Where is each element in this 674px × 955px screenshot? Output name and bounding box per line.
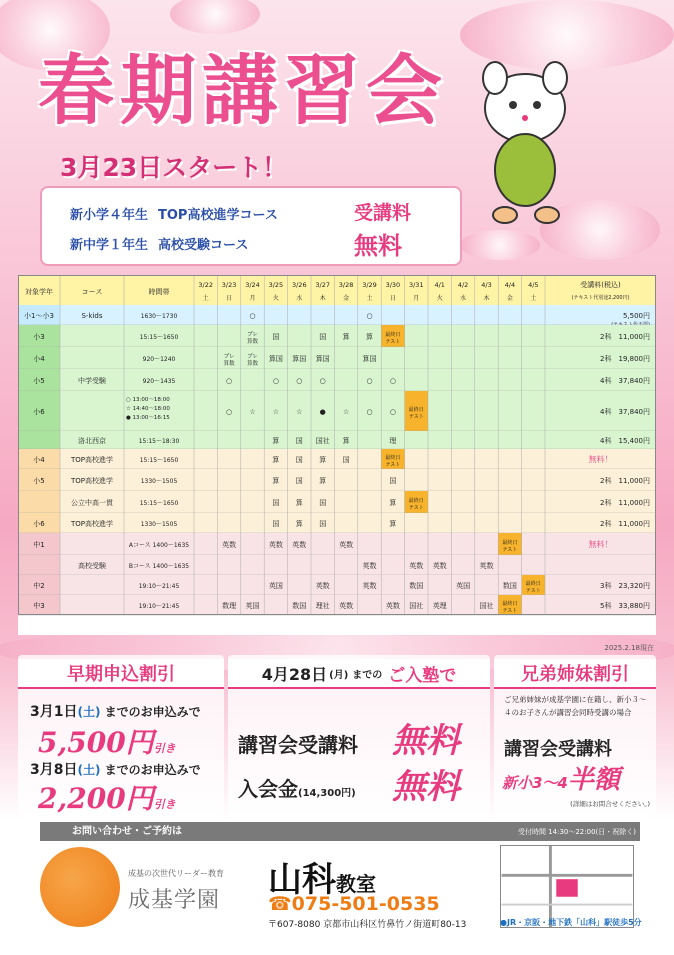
fee-value: 4科 15,400円: [600, 437, 650, 445]
table-row: [18, 513, 656, 533]
cell-label: 算数: [223, 361, 235, 367]
cell-label: 国: [319, 499, 327, 507]
fee-value: 2科 11,000円: [600, 477, 650, 485]
cell-label: ○: [366, 312, 373, 320]
cell-label: ○: [226, 408, 233, 416]
header-date: 4/5: [528, 281, 539, 289]
cell-label: 算数: [246, 361, 259, 367]
time-label: 15:15～1650: [139, 457, 179, 464]
early-text: までのお申込みで: [104, 705, 201, 719]
grade-label: 小5: [33, 377, 45, 385]
time-label: ○ 13:00～18:00: [126, 397, 170, 403]
header-fee: 受講料(税込): [580, 281, 621, 289]
grade-cell: [18, 555, 60, 575]
course-label: 公立中高一貫: [71, 499, 113, 507]
early-price-value: 2,200円: [38, 782, 154, 815]
cell-label: プレ: [223, 354, 235, 360]
final-test-label: 最終日: [525, 581, 541, 587]
early-dow: (土): [77, 763, 101, 777]
grade-label: 中1: [33, 541, 45, 549]
header-day: 水: [296, 295, 303, 302]
phone-number[interactable]: ☎075-501-0535: [268, 893, 440, 915]
early-row: [30, 759, 201, 779]
enroll-date: 4月28日: [261, 664, 328, 684]
fee-value: 無料！: [588, 455, 613, 464]
cell-label: ○: [366, 408, 373, 416]
early-date: 3月8日: [30, 762, 78, 778]
school-name-suffix: 教室: [336, 872, 376, 896]
cell-label: 算国: [268, 355, 283, 363]
time-label: 1630～1730: [140, 313, 178, 320]
time-label: 1330～1505: [140, 521, 178, 528]
grade-label: 小4: [33, 355, 45, 363]
seiki-name: 成基学園: [128, 888, 221, 913]
table-row: [18, 533, 656, 555]
header-day: 水: [460, 295, 467, 302]
table-row: [18, 305, 656, 325]
time-label: 19:10～21:45: [138, 603, 180, 610]
fee-value: 5,500円: [622, 312, 650, 320]
time-label: Bコース 1400～1635: [128, 563, 190, 570]
early-price: [38, 777, 176, 817]
header-fee-note: (テキスト代別途2,200円): [571, 295, 630, 301]
cell-label: 国: [272, 520, 280, 528]
schedule-table: [18, 275, 656, 635]
cell-label: ☆: [342, 408, 350, 416]
enroll-line2-sub: (14,300円): [298, 788, 356, 799]
enroll-free2: 無料: [392, 767, 460, 807]
header-date: 3/26: [291, 281, 307, 289]
enroll-line1: 講習会受講料: [238, 733, 358, 757]
early-discount-panel: [18, 655, 224, 817]
time-label: 15:15～18:30: [138, 438, 180, 445]
cell-label: 算: [319, 456, 327, 464]
cell-label: ○: [249, 312, 256, 320]
fee-free: 無料: [354, 231, 402, 260]
header-day: 火: [272, 295, 279, 302]
course-line: [70, 234, 248, 253]
table-row: [18, 347, 656, 369]
enroll-title: [228, 659, 490, 689]
table-row: [18, 431, 656, 449]
course-line: [70, 204, 278, 223]
cell-label: 国: [389, 477, 397, 485]
grade-label: 小4: [33, 456, 45, 464]
final-test-label: 最終日: [408, 407, 424, 413]
table-row: [18, 595, 656, 615]
enroll-free1: 無料: [392, 721, 460, 761]
cell-label: 英数: [339, 602, 354, 610]
office-hours: 受付時間 14:30～22:00(日・祝除く): [517, 828, 636, 836]
cell-label: ☆: [249, 408, 256, 416]
fee-value: 2科 11,000円: [600, 499, 650, 507]
cell-label: 英数: [339, 541, 354, 549]
cell-label: 国: [295, 456, 303, 464]
time-label: 19:10～21:45: [138, 583, 180, 590]
header-day: 月: [413, 295, 420, 302]
blossom-decoration: [170, 0, 260, 34]
time-label: ● 13:00～16:15: [126, 415, 170, 421]
final-test-label: テスト: [408, 414, 424, 420]
final-test-label: 最終日: [385, 332, 401, 338]
course-name: 高校受験コース: [158, 238, 249, 253]
header-grade: 対象学年: [25, 288, 53, 296]
grade-label: 小1～小3: [24, 312, 54, 320]
cell-label: 算: [319, 477, 327, 485]
course-label: 高校受験: [78, 562, 106, 570]
cell-label: 国社: [479, 602, 494, 610]
grade-label: 小5: [33, 477, 45, 485]
header-day: 土: [530, 295, 537, 302]
early-price-suffix: 引き: [153, 742, 176, 755]
enroll-line2-label: 入会金: [238, 777, 298, 801]
time-label: 920～1240: [142, 356, 176, 363]
cell-label: 算: [342, 333, 350, 341]
header-day: 金: [506, 295, 513, 302]
course-label: TOP高校進学: [70, 456, 114, 464]
time-label: Aコース 1400～1635: [128, 542, 190, 549]
table-row: [18, 491, 656, 513]
early-price: [38, 721, 176, 761]
final-test-label: 最終日: [502, 540, 518, 546]
cell-label: 英数: [222, 541, 237, 549]
table-row: [18, 449, 656, 469]
cell-label: 英数: [268, 541, 283, 549]
fee-value: 5科 33,880円: [600, 602, 650, 610]
header-date: 4/3: [481, 281, 492, 289]
header-day: 日: [226, 295, 233, 302]
sibling-target: 新小3～4: [502, 774, 568, 792]
header-day: 木: [483, 295, 490, 302]
early-date: 3月1日: [30, 704, 78, 720]
header-date: 4/2: [457, 281, 469, 289]
enroll-panel: [228, 655, 490, 817]
header-date: 3/31: [408, 281, 424, 289]
course-label: TOP高校進学: [70, 520, 114, 528]
final-test-label: 最終日: [502, 601, 518, 607]
header-day: 土: [202, 295, 209, 302]
cell-label: ○: [272, 377, 279, 385]
cell-label: プレ: [247, 354, 258, 360]
cell-label: 国社: [409, 602, 424, 610]
header-day: 火: [436, 295, 443, 302]
cell-label: 英国: [456, 582, 471, 590]
time-label: 1330～1505: [140, 478, 178, 485]
time-label: 920～1435: [142, 378, 176, 385]
sibling-footnote: (詳細はお問合せください。): [570, 800, 650, 808]
mascot-illustration: [465, 60, 585, 230]
page-title: 春期講習会: [38, 46, 448, 135]
cell-label: 国: [342, 456, 350, 464]
schedule-grid: [18, 275, 656, 635]
table-header-bg: [18, 275, 656, 305]
early-row: [30, 701, 201, 721]
header-date: 3/24: [245, 281, 260, 289]
course-label: 中学受験: [78, 377, 106, 385]
grade-label: 小6: [33, 520, 45, 528]
early-price-value: 5,500円: [38, 726, 154, 759]
fee-value: 無料！: [588, 540, 613, 549]
fee-value: 4科 37,840円: [600, 377, 650, 385]
cell-label: 算: [342, 437, 350, 445]
cell-label: 算: [389, 499, 397, 507]
fee-value: 2科 11,000円: [600, 333, 650, 341]
enroll-line2: [238, 773, 356, 802]
header-date: 3/28: [338, 281, 354, 289]
cell-label: 算: [272, 477, 280, 485]
cell-label: 英数: [292, 541, 307, 549]
enroll-dow: (月): [329, 669, 349, 681]
school-name-main: 山科: [268, 860, 336, 900]
final-test-label: テスト: [502, 608, 518, 614]
cell-label: 国: [295, 477, 303, 485]
cell-label: プレ: [247, 332, 258, 338]
header-date: 3/30: [385, 281, 401, 289]
table-row: [18, 575, 656, 595]
sibling-panel: [494, 655, 656, 817]
final-test-label: テスト: [525, 588, 541, 594]
header-day: 月: [249, 295, 256, 302]
seiki-tagline: 成基の次世代リーダー教育: [128, 869, 224, 878]
sibling-half-text: 半額: [567, 765, 620, 795]
course-label: S-kids: [81, 312, 103, 320]
cell-label: ○: [389, 408, 396, 416]
cell-label: ○: [296, 377, 303, 385]
header-date: 3/25: [268, 281, 284, 289]
seiki-logo-icon: [40, 847, 120, 927]
cell-label: 算国: [292, 355, 307, 363]
header-date: 3/22: [198, 281, 214, 289]
sibling-half: [502, 759, 620, 796]
time-label: ☆ 14:40～18:00: [126, 406, 170, 412]
cell-label: ○: [319, 377, 326, 385]
fee-label: 受講料: [354, 202, 412, 224]
course-label: 洛北西京: [78, 437, 106, 445]
cell-label: 算: [366, 333, 373, 341]
header-date: 3/27: [315, 281, 331, 289]
course-grade: 新中学１年生: [70, 238, 149, 253]
access-map: [500, 845, 634, 928]
cell-label: ○: [389, 377, 396, 385]
grade-label: 小6: [33, 408, 45, 416]
course-grade: 新小学４年生: [70, 208, 149, 223]
table-row: [18, 469, 656, 491]
sibling-line: 講習会受講料: [504, 739, 612, 760]
header-course: コース: [81, 288, 103, 296]
early-discount-title: 早期申込割引: [18, 659, 224, 689]
header-date: 3/29: [362, 281, 377, 289]
grade-label: 中3: [33, 602, 45, 610]
cell-label: 算: [272, 456, 280, 464]
time-label: 15:15～1650: [139, 500, 179, 507]
cell-label: 国社: [315, 437, 330, 445]
table-row: [18, 555, 656, 575]
cell-label: 理社: [315, 602, 330, 610]
course-label: TOP高校進学: [70, 477, 114, 485]
access-caption: ●JR・京阪・地下鉄「山科」駅徒歩5分: [500, 918, 642, 927]
cell-label: 英国: [268, 582, 283, 590]
cell-label: 数国: [292, 602, 307, 610]
cell-label: 英数: [479, 562, 494, 570]
address: 〒607-8080 京都市山科区竹鼻竹ノ街道町80-13: [268, 920, 467, 930]
final-test-label: テスト: [502, 547, 518, 553]
cell-label: 英国: [245, 602, 260, 610]
sibling-title: 兄弟姉妹割引: [494, 659, 656, 689]
cell-label: 数理: [222, 602, 237, 610]
final-test-label: テスト: [385, 339, 401, 345]
cell-label: 算数: [246, 339, 259, 345]
blossom-decoration: [460, 230, 540, 260]
cell-label: 算国: [362, 355, 377, 363]
header-day: 日: [389, 295, 396, 302]
header-date: 4/1: [434, 281, 445, 289]
fee-value: 2科 19,800円: [600, 355, 650, 363]
cell-label: ○: [366, 377, 373, 385]
table-row: [18, 369, 656, 391]
early-price-suffix: 引き: [153, 798, 176, 811]
header-date: 3/23: [221, 281, 237, 289]
early-text: までのお申込みで: [104, 763, 201, 777]
contact-bar: お問い合わせ・ご予約は: [40, 822, 640, 841]
cell-label: 算: [295, 520, 303, 528]
cell-label: 算国: [315, 355, 330, 363]
fee-value: 3科 23,320円: [600, 582, 650, 590]
fee-value: 4科 37,840円: [600, 408, 650, 416]
cell-label: 数国: [409, 582, 424, 590]
cell-label: 国: [319, 520, 327, 528]
course-box: [42, 188, 460, 264]
header-time: 時間帯: [148, 288, 170, 296]
date-note: 2025.2.18現在: [604, 644, 654, 652]
cell-label: 算: [295, 499, 303, 507]
final-test-label: 最終日: [408, 498, 424, 504]
cell-label: ☆: [272, 408, 280, 416]
grade-label: 小3: [33, 333, 45, 341]
header-day: 木: [319, 295, 326, 302]
cell-label: 英数: [362, 582, 377, 590]
cell-label: 英数: [315, 582, 330, 590]
cell-label: 算: [272, 437, 280, 445]
header-day: 土: [366, 295, 373, 302]
cell-label: 数国: [502, 582, 517, 590]
table-row: [18, 391, 656, 431]
header-day: 金: [343, 295, 350, 302]
table-row: [18, 325, 656, 347]
cell-label: 英理: [432, 602, 447, 610]
final-test-label: 最終日: [385, 455, 401, 461]
cell-label: 国: [319, 333, 327, 341]
cell-label: 英数: [432, 562, 447, 570]
cell-label: 英数: [385, 602, 400, 610]
grade-cell: [18, 491, 60, 513]
start-date-text: 3月23日スタート！: [60, 153, 288, 182]
course-name: TOP高校進学コース: [158, 208, 278, 223]
final-test-label: テスト: [408, 505, 424, 511]
cell-label: 英数: [362, 562, 377, 570]
final-test-label: テスト: [385, 462, 401, 468]
sibling-note: ご兄弟姉妹が成基学園に在籍し、新小３～４のお子さんが講習会同時受講の場合: [504, 695, 647, 717]
enroll-mid: までの: [352, 669, 383, 681]
cell-label: ○: [226, 377, 233, 385]
cell-label: ●: [319, 408, 326, 416]
grade-cell: [18, 431, 60, 449]
cell-label: 国: [272, 333, 280, 341]
cell-label: 国: [272, 499, 280, 507]
time-label: 15:15～1650: [139, 334, 179, 341]
early-dow: (土): [77, 705, 101, 719]
fee-value: 2科 11,000円: [600, 520, 650, 528]
cell-label: 英数: [409, 562, 424, 570]
enroll-tail: ご入塾で: [388, 665, 457, 686]
cell-label: ☆: [296, 408, 303, 416]
cell-label: 算: [389, 520, 397, 528]
cell-label: 国: [295, 437, 303, 445]
grade-label: 中2: [33, 582, 45, 590]
header-date: 4/4: [504, 281, 516, 289]
cell-label: 理: [389, 437, 397, 445]
